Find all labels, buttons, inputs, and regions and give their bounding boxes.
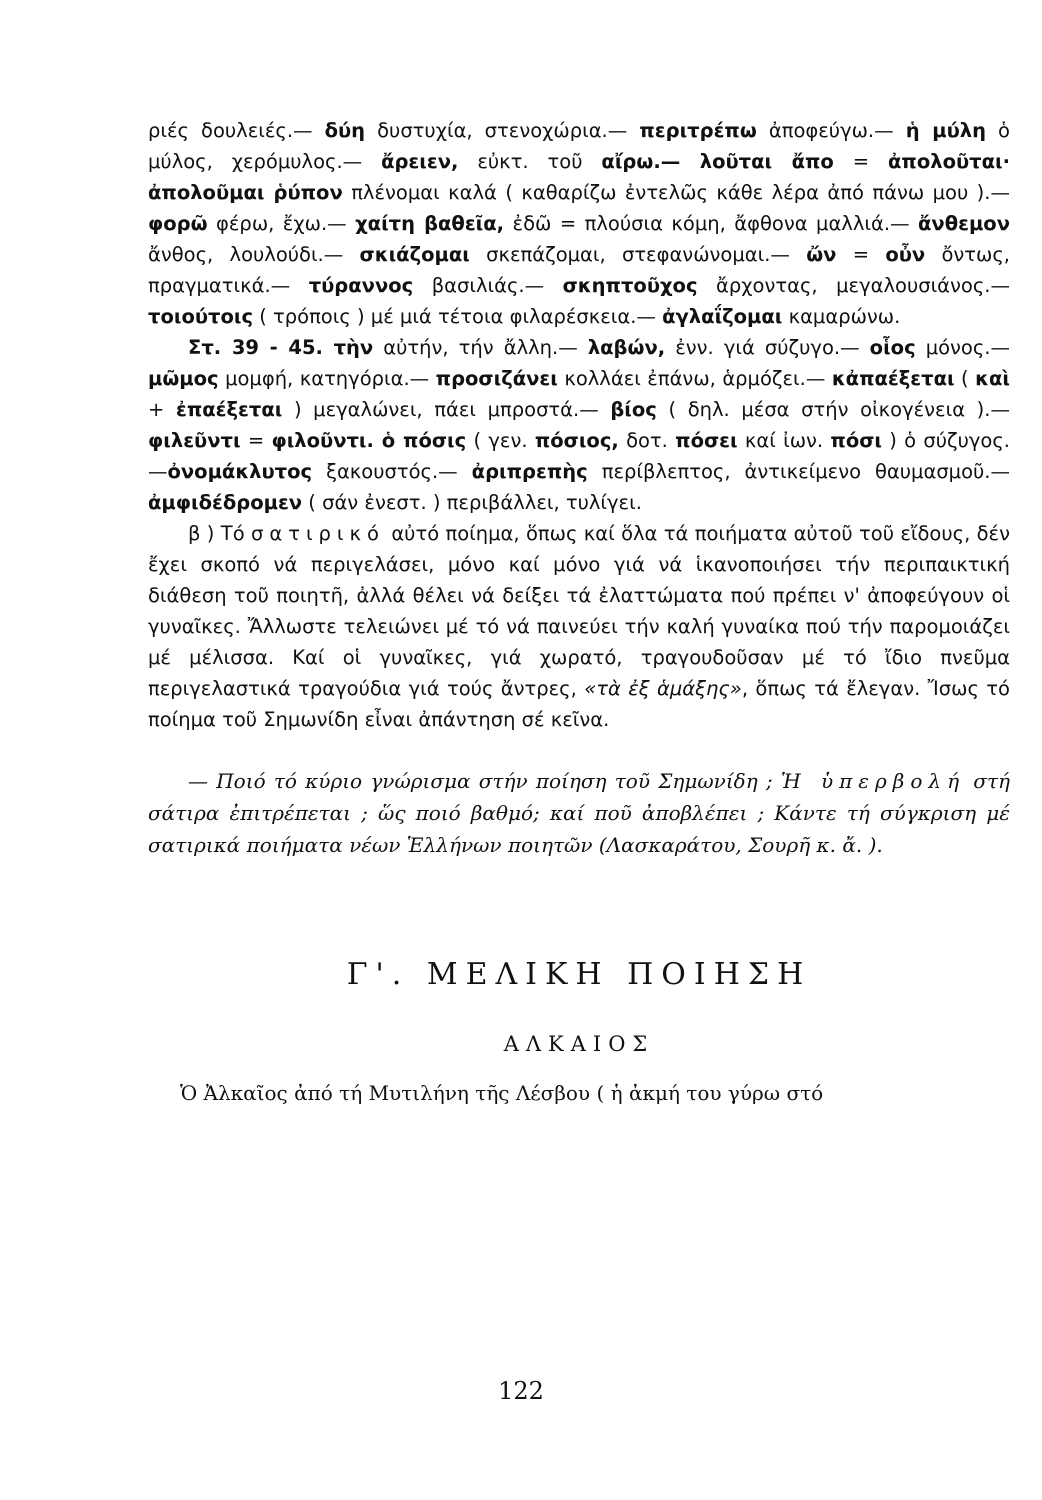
headword: ἐπαέξεται (175, 398, 283, 421)
spaced-emphasis: Ἡ ὑπερβολή (780, 769, 966, 793)
text-run: ( δηλ. μέσα στήν οἰκογένεια ).— (656, 398, 1010, 421)
glossary-paragraph-2 (148, 332, 1010, 518)
text-run: καί ἰων. (737, 429, 831, 452)
headword: σκιάζομαι (359, 243, 470, 266)
headword: τοιούτοις (148, 305, 254, 328)
headword: κἀπαέξεται (831, 367, 955, 390)
text-run: ἐνν. γιά σύζυγο.— (665, 336, 870, 359)
glossary-paragraph-1 (148, 115, 1010, 332)
text-run: ) μεγαλώνει, πάει μπροστά.— (282, 398, 611, 421)
headword: μῶμος (148, 367, 219, 390)
text-run: + (148, 398, 176, 421)
headword: λαβών, (587, 336, 666, 359)
text-run: κολλάει ἐπάνω, ἁρμόζει.— (557, 367, 832, 390)
page-number: 122 (498, 1377, 544, 1405)
text-run: ἄνθος, λουλούδι.— (148, 243, 360, 266)
text-run: περίβλεπτος, ἀντικείμενο θαυμασμοῦ.— (587, 460, 1010, 483)
headword: ἀμφιδέδρομεν (148, 491, 303, 514)
text-run: ὄντως, πραγματικά.— (148, 243, 1010, 297)
text-run: , ὅπως τά ἔλεγαν. Ἴσως τό ποίημα τοῦ Σημωνίδη εἶναι ἀπάντηση σέ κεῖνα. (148, 677, 1010, 731)
headword: ὀνομάκλυτος (167, 460, 313, 483)
text-run: ξακουστός.— (312, 460, 472, 483)
headword: ἀγλαΐζομαι (662, 305, 783, 328)
text-run: = (240, 429, 272, 452)
page-content (148, 115, 1010, 1109)
headword: φιλεῦντι (148, 429, 241, 452)
text-run: μόνος.— (915, 336, 1010, 359)
headword: οἷος (869, 336, 916, 359)
study-question (148, 765, 1010, 861)
text-run: αὐτό ποίημα, ὅπως καί ὅλα τά ποιήματα αὐτοῦ τοῦ εἴδους, δέν ἔχει σκοπό νά περιγελάσει, μόνο καί μόνο γιά νά ἱκανοποιήσει τήν περιπαικτική διάθεση τοῦ ποιητῆ, ἀλλά θέλει νά δείξει τά ἐλαττώματα πού πρέπει ν' ἀποφεύγουν οἱ γυναῖκες. Ἄλλωστε τελειώνει μέ τό νά παινεύει τήν καλή γυναίκα πού τήν παρομοιάζει μέ μέλισσα. Καί οἱ γυναῖκες, γιά χωρατό, τραγουδοῦσαν μέ τό ἴδιο πνεῦμα περιγελαστικά τραγούδια γιά τούς ἄντρες, (148, 522, 1010, 700)
text-run: δοτ. (618, 429, 676, 452)
headword: οὖν (885, 243, 926, 266)
text-run: δυστυχία, στενοχώρια.— (365, 119, 640, 142)
headword: Στ. 39 - 45. τὴν (188, 336, 374, 359)
italic-quote: «τὰ ἐξ ἁμάξης» (584, 677, 742, 700)
headword: πόσει (675, 429, 738, 452)
text-run: φέρω, ἔχω.— (207, 212, 356, 235)
headword: ἀπολοῦται· ἀπολοῦμαι ῥύπον (148, 150, 1010, 204)
intro-paragraph: Ὁ Ἀλκαῖος ἀπό τή Μυτιλήνη τῆς Λέσβου ( ἡ ἀκμή του γύρω στό (180, 1081, 824, 1105)
headword: αἴρω.— λοῦται ἄπο (601, 150, 834, 173)
headword: χαίτη βαθεῖα, (355, 212, 505, 235)
commentary-paragraph (148, 518, 1010, 735)
headword: ὤν (806, 243, 837, 266)
headword: φιλοῦντι. ὁ πόσις (271, 429, 467, 452)
text-run: ( γεν. (466, 429, 535, 452)
text-run: β ) Τό (188, 522, 251, 545)
text-run: ριές δουλειές.— (148, 119, 325, 142)
headword: πόσιος, (534, 429, 619, 452)
spaced-emphasis: σατιρικό (251, 522, 385, 545)
headword: πόσι (830, 429, 882, 452)
text-run: στή σάτιρα ἐπιτρέπεται ; ὥς ποιό βαθμό; καί ποῦ ἀποβλέπει ; Κάντε τή σύγκριση μέ σατιρικά ποιήματα νέων Ἑλλήνων ποιητῶν (Λασκαράτου, Σουρῆ κ. ἄ. ). (148, 769, 1011, 857)
headword: σκηπτοῦχος (562, 274, 698, 297)
headword: ἄρειεν, (381, 150, 459, 173)
text-run: = (833, 150, 889, 173)
headword: ἡ μύλη (905, 119, 986, 142)
text-run: ὁ μύλος, χερόμυλος.— (148, 119, 1010, 173)
text-run: εὐκτ. τοῦ (458, 150, 602, 173)
text-run: σκεπάζομαι, στεφανώνομαι.— (469, 243, 807, 266)
text-run: ἀποφεύγω.— (756, 119, 906, 142)
text-run: ) ὁ σύζυγος.— (148, 429, 1010, 483)
text-run: μομφή, κατηγόρια.— (218, 367, 436, 390)
section-title: Γ'. ΜΕΛΙΚΗ ΠΟΙΗΣΗ (346, 957, 812, 992)
text-run: πλένομαι καλά ( καθαρίζω ἐντελῶς κάθε λέρα ἀπό πάνω μου ).— (342, 181, 1010, 204)
headword: τύραννος (308, 274, 414, 297)
text-run: = (836, 243, 886, 266)
headword: καὶ (975, 367, 1010, 390)
text-run: ( (954, 367, 976, 390)
headword: προσιζάνει (435, 367, 558, 390)
headword: βίος (610, 398, 657, 421)
subsection-title: ΑΛΚΑΙΟΣ (503, 1032, 655, 1056)
text-run: καμαρώνω. (782, 305, 901, 328)
headword: ἄνθεμον (918, 212, 1010, 235)
text-run: ἄρχοντας, μεγαλουσιάνος.— (697, 274, 1010, 297)
text-run: — Ποιό τό κύριο γνώρισμα στήν ποίηση τοῦ Σημωνίδη ; (188, 769, 781, 793)
text-run: ( σάν ἐνεστ. ) περιβάλλει, τυλίγει. (302, 491, 642, 514)
text-run: ( τρόποις ) μέ μιά τέτοια φιλαρέσκεια.— (253, 305, 663, 328)
headword: φορῶ (148, 212, 208, 235)
text-run: ἐδῶ = πλούσια κόμη, ἄφθονα μαλλιά.— (504, 212, 919, 235)
text-run: αὐτήν, τήν ἄλλη.— (373, 336, 588, 359)
headword: περιτρέπω (639, 119, 757, 142)
headword: δύη (324, 119, 366, 142)
headword: ἀριπρεπὴς (471, 460, 588, 483)
text-run: βασιλιάς.— (413, 274, 563, 297)
